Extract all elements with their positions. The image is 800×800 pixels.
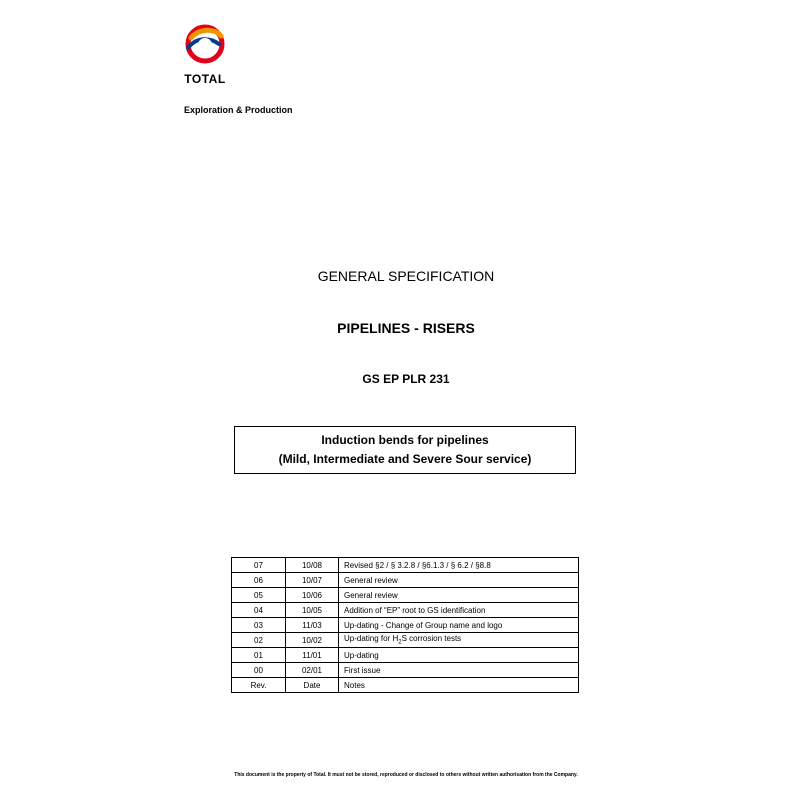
- revision-number: 01: [232, 648, 286, 663]
- header-notes: Notes: [339, 678, 579, 693]
- confidentiality-footer: This document is the property of Total. It must not be stored, reproduced or disclosed to others without written authorisation from the Company.: [234, 772, 578, 778]
- notes-subscript: 2: [398, 639, 402, 646]
- document-type: GENERAL SPECIFICATION: [317, 268, 495, 284]
- table-row: [232, 648, 579, 663]
- subject-line-1: Induction bends for pipelines: [321, 433, 489, 447]
- table-row: [232, 603, 579, 618]
- table-row: [232, 618, 579, 633]
- table-row: [232, 633, 579, 648]
- revision-notes: Revised §2 / § 3.2.8 / §6.1.3 / § 6.2 / §8.8: [339, 558, 579, 573]
- company-logo: [181, 24, 229, 88]
- table-row: [232, 573, 579, 588]
- subject-box: [234, 426, 576, 474]
- revision-date: 02/01: [286, 663, 339, 678]
- revision-date: 11/01: [286, 648, 339, 663]
- company-name: TOTAL: [184, 72, 226, 86]
- revision-notes: [339, 633, 579, 648]
- revision-notes: General review: [339, 588, 579, 603]
- revision-date: 10/06: [286, 588, 339, 603]
- revision-number: 00: [232, 663, 286, 678]
- revision-notes: Addition of “EP” root to GS identification: [339, 603, 579, 618]
- revision-notes: General review: [339, 573, 579, 588]
- total-logo-icon: [185, 24, 225, 64]
- table-row: [232, 588, 579, 603]
- revision-date: 11/03: [286, 618, 339, 633]
- revision-number: 04: [232, 603, 286, 618]
- revision-number: 03: [232, 618, 286, 633]
- revision-date: 10/05: [286, 603, 339, 618]
- notes-text: S corrosion tests: [401, 634, 462, 644]
- document-reference: GS EP PLR 231: [362, 372, 450, 386]
- table-row: [232, 663, 579, 678]
- table-row: [232, 558, 579, 573]
- revision-notes: First issue: [339, 663, 579, 678]
- revision-notes: Up-dating: [339, 648, 579, 663]
- header-date: Date: [286, 678, 339, 693]
- division-label: Exploration & Production: [184, 105, 293, 115]
- revision-number: 02: [232, 633, 286, 648]
- header-rev: Rev.: [232, 678, 286, 693]
- revision-number: 06: [232, 573, 286, 588]
- revision-date: 10/08: [286, 558, 339, 573]
- revision-date: 10/07: [286, 573, 339, 588]
- notes-text: Up-dating for H: [344, 634, 399, 644]
- subject-line-2: (Mild, Intermediate and Severe Sour service): [278, 452, 532, 466]
- table-header-row: [232, 678, 579, 693]
- revision-table: [231, 557, 579, 693]
- revision-number: 05: [232, 588, 286, 603]
- revision-notes: Up-dating - Change of Group name and logo: [339, 618, 579, 633]
- revision-number: 07: [232, 558, 286, 573]
- revision-date: 10/02: [286, 633, 339, 648]
- document-title: PIPELINES - RISERS: [337, 320, 475, 336]
